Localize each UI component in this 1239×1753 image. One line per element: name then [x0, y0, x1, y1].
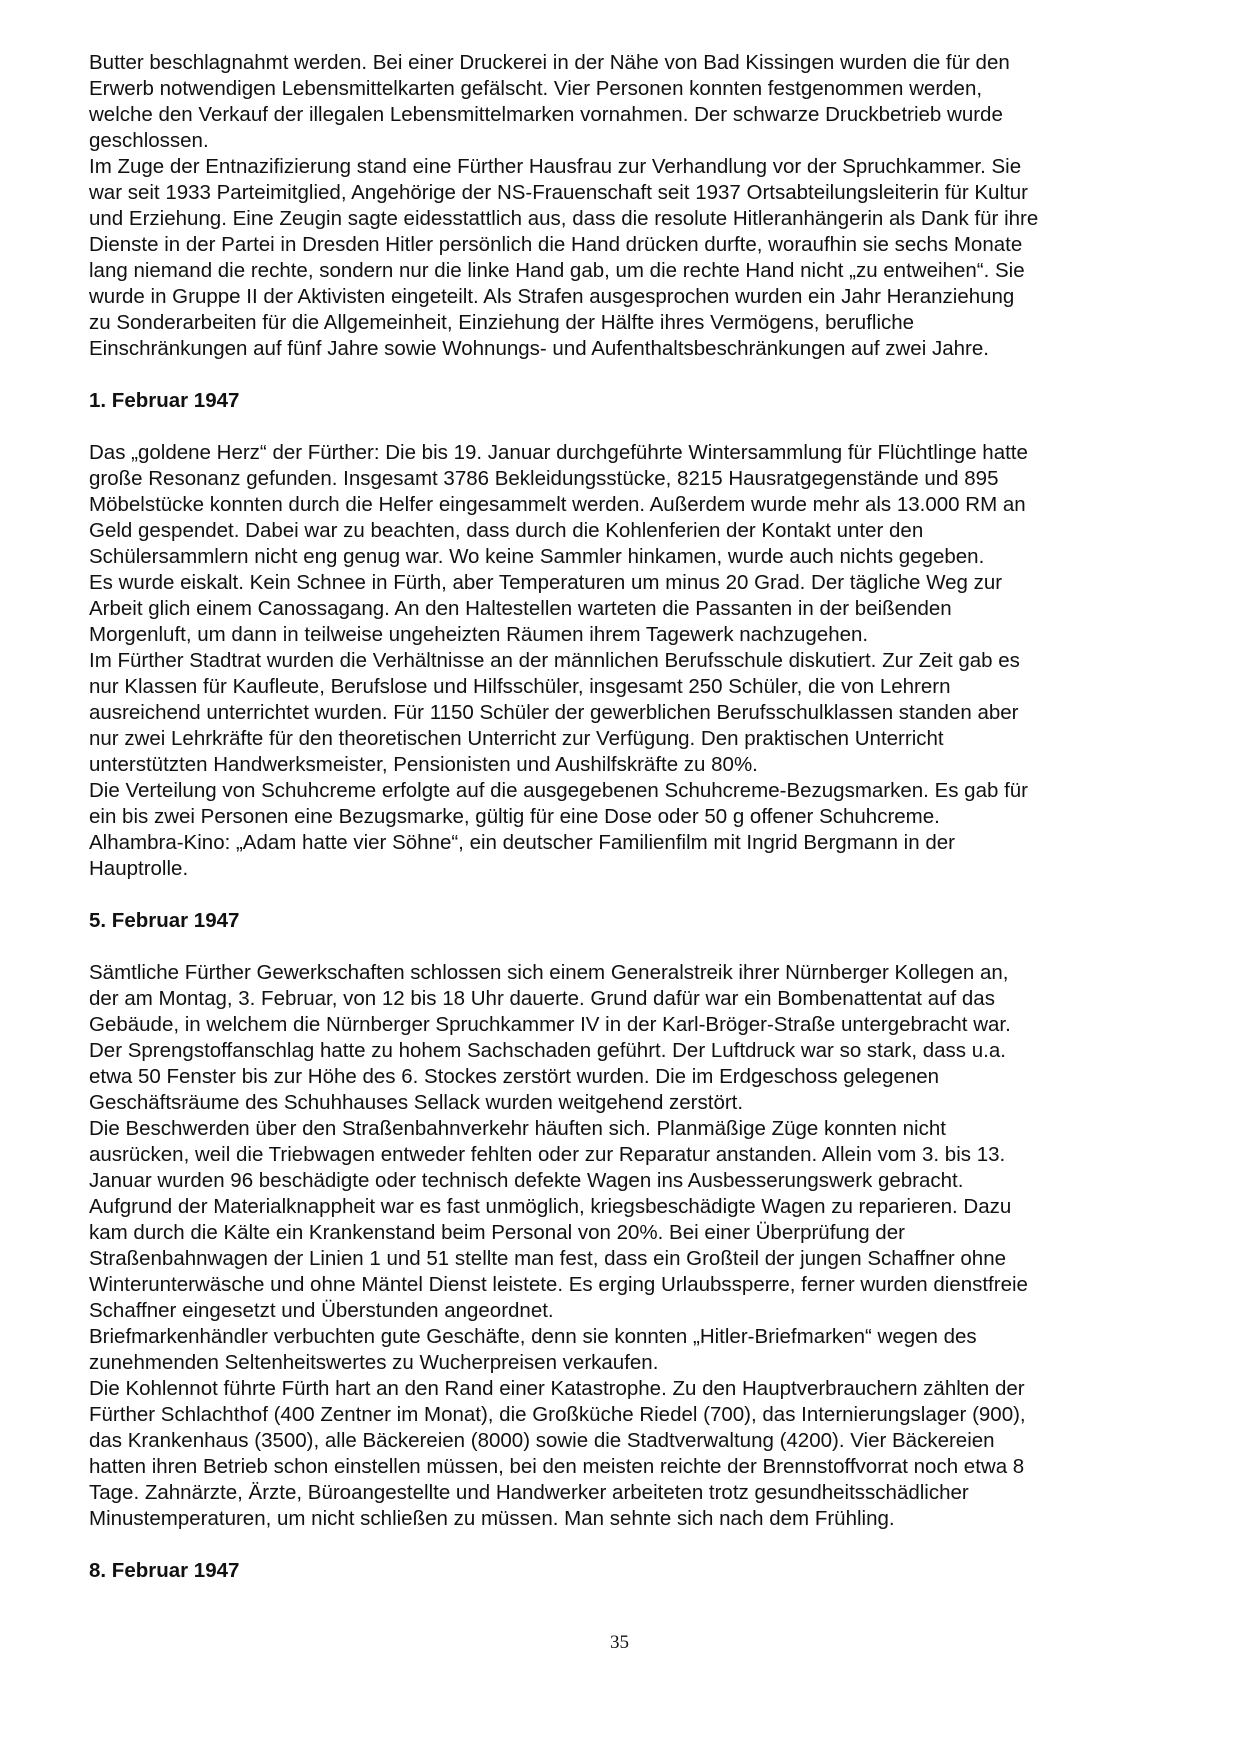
spacer [89, 362, 1169, 388]
paragraph [89, 960, 1169, 1116]
text-line: Geschäftsräume des Schuhhauses Sellack wurden weitgehend zerstört. [89, 1091, 744, 1114]
paragraph [89, 440, 1169, 570]
text-line: nur zwei Lehrkräfte für den theoretischen Unterricht zur Verfügung. Den praktischen Unterricht [89, 727, 944, 750]
text-line: Hauptrolle. [89, 857, 189, 880]
spacer [89, 414, 1169, 440]
text-line: etwa 50 Fenster bis zur Höhe des 6. Stockes zerstört wurden. Die im Erdgeschoss gelegenen [89, 1065, 940, 1088]
text-line: Gebäude, in welchem die Nürnberger Spruchkammer IV in der Karl-Bröger-Straße untergebracht war. [89, 1013, 1011, 1036]
text-line: Erwerb notwendigen Lebensmittelkarten gefälscht. Vier Personen konnten festgenommen werden, [89, 77, 983, 100]
paragraph [89, 1324, 1169, 1376]
text-line: Sämtliche Fürther Gewerkschaften schlossen sich einem Generalstreik ihrer Nürnberger Kollegen an, [89, 961, 1009, 984]
paragraph [89, 154, 1169, 362]
paragraph [89, 1376, 1169, 1532]
text-line: Butter beschlagnahmt werden. Bei einer Druckerei in der Nähe von Bad Kissingen wurden die für den [89, 51, 1010, 74]
text-line: Fürther Schlachthof (400 Zentner im Monat), die Großküche Riedel (700), das Internierungslager (900), [89, 1403, 1026, 1426]
paragraph [89, 830, 1169, 882]
paragraph [89, 570, 1169, 648]
spacer [89, 934, 1169, 960]
text-line: unterstützten Handwerksmeister, Pensionisten und Aushilfskräfte zu 80%. [89, 753, 758, 776]
text-line: Der Sprengstoffanschlag hatte zu hohem Sachschaden geführt. Der Luftdruck war so stark, dass u.a. [89, 1039, 1006, 1062]
text-line: Es wurde eiskalt. Kein Schnee in Fürth, aber Temperaturen um minus 20 Grad. Der tägliche Weg zur [89, 571, 1003, 594]
text-line: Arbeit glich einem Canossagang. An den Haltestellen warteten die Passanten in der beißenden [89, 597, 952, 620]
text-line: Die Beschwerden über den Straßenbahnverkehr häuften sich. Planmäßige Züge konnten nicht [89, 1117, 946, 1140]
page-number: 35 [610, 1632, 629, 1653]
text-line: ausrücken, weil die Triebwagen entweder fehlten oder zur Reparatur anstanden. Allein vom 3. bis 13. [89, 1143, 1006, 1166]
text-line: Im Fürther Stadtrat wurden die Verhältnisse an der männlichen Berufsschule diskutiert. Zur Zeit gab es [89, 649, 1020, 672]
text-line: wurde in Gruppe II der Aktivisten eingeteilt. Als Strafen ausgesprochen wurden ein Jahr Heranziehung [89, 285, 1015, 308]
document-page [89, 50, 1169, 1584]
text-line: Schaffner eingesetzt und Überstunden angeordnet. [89, 1299, 554, 1322]
text-line: Minustemperaturen, um nicht schließen zu müssen. Man sehnte sich nach dem Frühling. [89, 1507, 895, 1530]
text-line: Januar wurden 96 beschädigte oder technisch defekte Wagen ins Ausbesserungswerk gebracht. [89, 1169, 964, 1192]
date-heading: 5. Februar 1947 [89, 909, 240, 932]
text-line: kam durch die Kälte ein Krankenstand beim Personal von 20%. Bei einer Überprüfung der [89, 1221, 905, 1244]
text-line: Die Kohlennot führte Fürth hart an den Rand einer Katastrophe. Zu den Hauptverbrauchern zählten der [89, 1377, 1025, 1400]
paragraph [89, 1116, 1169, 1324]
spacer [89, 1532, 1169, 1558]
text-line: geschlossen. [89, 129, 209, 152]
text-line: Die Verteilung von Schuhcreme erfolgte auf die ausgegebenen Schuhcreme-Bezugsmarken. Es gab für [89, 779, 1029, 802]
text-line: Einschränkungen auf fünf Jahre sowie Wohnungs- und Aufenthaltsbeschränkungen auf zwei Jahre. [89, 337, 989, 360]
text-line: der am Montag, 3. Februar, von 12 bis 18 Uhr dauerte. Grund dafür war ein Bombenattentat auf das [89, 987, 995, 1010]
text-line: Im Zuge der Entnazifizierung stand eine Fürther Hausfrau zur Verhandlung vor der Spruchkammer. Sie [89, 155, 1022, 178]
date-heading: 1. Februar 1947 [89, 389, 240, 412]
text-line: Alhambra-Kino: „Adam hatte vier Söhne“, ein deutscher Familienfilm mit Ingrid Bergmann in der [89, 831, 955, 854]
text-line: zunehmenden Seltenheitswertes zu Wucherpreisen verkaufen. [89, 1351, 659, 1374]
spacer [89, 882, 1169, 908]
text-line: Morgenluft, um dann in teilweise ungeheizten Räumen ihrem Tagewerk nachzugehen. [89, 623, 869, 646]
text-line: das Krankenhaus (3500), alle Bäckereien (8000) sowie die Stadtverwaltung (4200). Vier Bäckereien [89, 1429, 995, 1452]
text-line: ausreichend unterrichtet wurden. Für 1150 Schüler der gewerblichen Berufsschulklassen standen aber [89, 701, 1019, 724]
text-line: hatten ihren Betrieb schon einstellen müssen, bei den meisten reichte der Brennstoffvorrat noch etwa 8 [89, 1455, 1025, 1478]
text-line: war seit 1933 Parteimitglied, Angehörige der NS-Frauenschaft seit 1937 Ortsabteilungsleiterin für Kultur [89, 181, 1028, 204]
text-line: Möbelstücke konnten durch die Helfer eingesammelt werden. Außerdem wurde mehr als 13.000 RM an [89, 493, 1026, 516]
text-line: Briefmarkenhändler verbuchten gute Geschäfte, denn sie konnten „Hitler-Briefmarken“ wegen des [89, 1325, 977, 1348]
text-line: ein bis zwei Personen eine Bezugsmarke, gültig für eine Dose oder 50 g offener Schuhcreme. [89, 805, 940, 828]
paragraph [89, 648, 1169, 778]
text-line: Das „goldene Herz“ der Fürther: Die bis 19. Januar durchgeführte Wintersammlung für Flüchtlinge hatte [89, 441, 1028, 464]
text-line: und Erziehung. Eine Zeugin sagte eidesstattlich aus, dass die resolute Hitleranhängerin als Dank für ihre [89, 207, 1039, 230]
paragraph [89, 50, 1169, 154]
text-line: lang niemand die rechte, sondern nur die linke Hand gab, um die rechte Hand nicht „zu entweihen“. Sie [89, 259, 1025, 282]
text-line: große Resonanz gefunden. Insgesamt 3786 Bekleidungsstücke, 8215 Hausratgegenstände und 895 [89, 467, 999, 490]
text-line: Schülersammlern nicht eng genug war. Wo keine Sammler hinkamen, wurde auch nichts gegeben. [89, 545, 985, 568]
text-line: zu Sonderarbeiten für die Allgemeinheit, Einziehung der Hälfte ihres Vermögens, berufliche [89, 311, 915, 334]
date-heading: 8. Februar 1947 [89, 1559, 240, 1582]
text-line: Winterunterwäsche und ohne Mäntel Dienst leistete. Es erging Urlaubssperre, ferner wurden dienstfreie [89, 1273, 1028, 1296]
text-line: Dienste in der Partei in Dresden Hitler persönlich die Hand drücken durfte, woraufhin sie sechs Monate [89, 233, 1023, 256]
text-line: Tage. Zahnärzte, Ärzte, Büroangestellte und Handwerker arbeiteten trotz gesundheitsschädlicher [89, 1481, 969, 1504]
text-line: nur Klassen für Kaufleute, Berufslose und Hilfsschüler, insgesamt 250 Schüler, die von Lehrern [89, 675, 951, 698]
text-line: Geld gespendet. Dabei war zu beachten, dass durch die Kohlenferien der Kontakt unter den [89, 519, 924, 542]
paragraph [89, 778, 1169, 830]
text-line: Straßenbahnwagen der Linien 1 und 51 stellte man fest, dass ein Großteil der jungen Schaffner ohne [89, 1247, 1007, 1270]
text-line: Aufgrund der Materialknappheit war es fast unmöglich, kriegsbeschädigte Wagen zu reparieren. Dazu [89, 1195, 1012, 1218]
text-line: welche den Verkauf der illegalen Lebensmittelmarken vornahmen. Der schwarze Druckbetrieb wurde [89, 103, 1003, 126]
